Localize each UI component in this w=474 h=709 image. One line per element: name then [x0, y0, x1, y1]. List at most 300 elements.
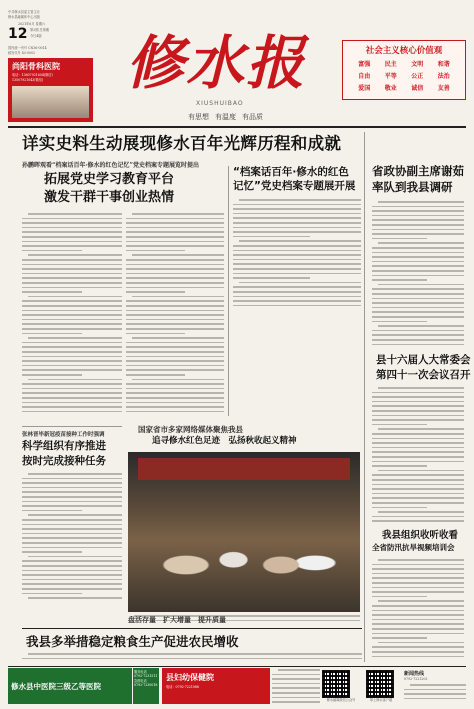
text-line: [233, 259, 361, 261]
text-line: [372, 410, 464, 412]
text-line: [22, 383, 122, 385]
text-line: [372, 497, 464, 499]
text-line: [372, 405, 464, 407]
text-line: [372, 456, 464, 458]
side-body: [233, 198, 361, 308]
reg-number-2: 邮发代号 43-0002: [8, 51, 36, 55]
grain-rule: [22, 628, 362, 629]
text-line: [126, 333, 185, 335]
text-line: [126, 360, 224, 362]
text-line: [126, 314, 224, 316]
text-line: [372, 433, 464, 435]
issue-date: 2021年6月 星期六: [18, 22, 46, 26]
text-line: [378, 325, 464, 327]
text-line: [372, 520, 464, 522]
text-line: [22, 356, 122, 358]
text-line: [22, 537, 122, 539]
text-line: [126, 402, 224, 404]
slogan-1: 有思想: [188, 113, 209, 121]
text-line: [22, 397, 122, 399]
text-line: [372, 265, 464, 267]
text-line: [372, 488, 464, 490]
footer-ad-hospital-contact[interactable]: [133, 668, 159, 704]
lead-body-left: [22, 212, 122, 417]
text-line: [372, 447, 464, 449]
text-line: [404, 693, 466, 695]
lead-headline[interactable]: 详实史料生动展现修水百年光辉历程和成就: [22, 134, 342, 153]
text-line: [126, 397, 224, 399]
text-line: [233, 222, 361, 224]
masthead-rule: [8, 126, 466, 128]
text-line: [22, 542, 122, 544]
text-line: [22, 547, 122, 549]
text-line: [22, 491, 122, 493]
text-line: [126, 218, 224, 220]
text-line: [272, 697, 320, 699]
text-line: [372, 564, 464, 566]
text-line: [372, 596, 427, 598]
value-item: 法治: [437, 73, 450, 80]
text-line: [372, 210, 464, 212]
text-line: [22, 365, 122, 367]
text-line: [22, 570, 122, 572]
text-line: [126, 411, 224, 413]
qr-code-app[interactable]: [366, 670, 394, 698]
text-line: [378, 428, 464, 430]
text-line: [233, 305, 361, 307]
text-line: [372, 614, 464, 616]
text-line: [22, 333, 82, 335]
lead-kicker: 孙鹏晖观看“档案话百年·修水的红色记忆”党史档案专题展览时提出: [22, 162, 199, 169]
text-line: [372, 568, 464, 570]
qr-code-wechat[interactable]: [322, 670, 350, 698]
text-line: [126, 277, 224, 279]
text-line: [372, 591, 464, 593]
text-line: [28, 296, 122, 298]
text-line: [22, 579, 122, 581]
text-line: [28, 379, 122, 381]
left-mid-headline-1[interactable]: 科学组织有序推进: [22, 440, 106, 452]
text-line: [372, 582, 464, 584]
text-line: [22, 388, 122, 390]
text-line: [233, 254, 361, 256]
text-line: [126, 342, 224, 344]
text-line: [378, 600, 464, 602]
text-line: [372, 610, 464, 612]
footer-ad-maternity[interactable]: [162, 668, 270, 704]
text-line: [410, 684, 466, 686]
text-line: [22, 510, 82, 512]
text-line: [126, 346, 224, 348]
text-line: [126, 273, 224, 275]
text-line: [22, 533, 122, 535]
footer-ad-hospital-name: 修水县中医院三级乙等医院: [11, 682, 101, 691]
text-line: [22, 360, 122, 362]
text-line: [272, 687, 320, 689]
text-line: [22, 328, 122, 330]
text-line: [372, 311, 464, 313]
text-line: [132, 337, 224, 339]
right-story-3-title-2[interactable]: 全省防汛抗旱视频培训会: [372, 543, 455, 552]
text-line: [372, 219, 464, 221]
text-line: [372, 247, 464, 249]
text-line: [28, 213, 122, 215]
value-item: 文明: [411, 61, 424, 68]
column-rule: [364, 132, 365, 662]
right-story-1-body: [372, 200, 464, 350]
text-line: [22, 374, 82, 376]
text-line: [372, 279, 427, 281]
text-line: [22, 524, 122, 526]
text-line: [372, 651, 464, 653]
text-line: [22, 505, 122, 507]
text-line: [22, 300, 122, 302]
text-line: [378, 201, 464, 203]
text-line: [372, 465, 427, 467]
text-line: [372, 442, 464, 444]
slogan-2: 有温度: [215, 113, 236, 121]
text-line: [233, 300, 361, 302]
text-line: [372, 261, 464, 263]
text-line: [233, 263, 361, 265]
text-line: [372, 577, 464, 579]
text-line: [126, 282, 224, 284]
text-line: [239, 240, 361, 242]
text-line: [233, 277, 310, 279]
core-values-title: 社会主义核心价值观: [365, 46, 443, 56]
text-line: [272, 692, 320, 694]
text-line: [126, 291, 185, 293]
text-line: [372, 605, 464, 607]
hospital-building-image: [12, 86, 89, 118]
photo-story-headline[interactable]: 追寻修水红色足迹 弘扬秋收起义精神: [152, 436, 297, 446]
slogan-3: 有品质: [242, 113, 263, 121]
text-line: [372, 288, 464, 290]
text-line: [372, 302, 464, 304]
hospital-phone-2: 13507921043(微信): [12, 78, 44, 82]
issue-sub: 第2期 总第期: [30, 28, 49, 32]
text-line: [233, 204, 361, 206]
footer-ad-maternity-name: 县妇幼保健院: [166, 673, 214, 682]
text-line: [22, 588, 122, 590]
text-line: [372, 252, 464, 254]
photo-banner: [138, 458, 350, 480]
issue-pages: 今日4版: [30, 34, 42, 38]
hospital-phone-1: 电话：13607921604(微信): [12, 73, 53, 77]
value-item: 和谐: [437, 61, 450, 68]
text-line: [22, 218, 122, 220]
text-line: [372, 392, 464, 394]
text-line: [22, 236, 122, 238]
text-line: [372, 507, 427, 509]
text-line: [372, 573, 464, 575]
value-item: 平等: [384, 73, 397, 80]
left-mid-kicker: 张林晋毕新冠疫苗接种工作时强调: [22, 432, 105, 438]
text-line: [239, 282, 361, 284]
qr-code-wechat-label: 修水融媒微信公众号: [326, 698, 356, 702]
text-line: [233, 213, 361, 215]
text-line: [22, 245, 122, 247]
text-line: [126, 264, 224, 266]
text-line: [372, 298, 464, 300]
newspaper-logo: 修水报: [126, 29, 307, 97]
text-line: [22, 574, 122, 576]
footer-ad-maternity-phone: 电话：0792-7221088: [166, 685, 199, 689]
text-line: [22, 241, 122, 243]
text-line: [372, 623, 464, 625]
text-line: [378, 284, 464, 286]
text-line: [126, 250, 185, 252]
text-line: [22, 259, 122, 261]
text-line: [126, 406, 224, 408]
text-line: [22, 342, 122, 344]
right-story-1-title-2[interactable]: 率队到我县调研: [372, 180, 453, 194]
side-title-2: 记忆”党史档案专题展开展: [233, 180, 356, 192]
text-line: [22, 227, 122, 229]
text-line: [22, 264, 122, 266]
text-line: [372, 321, 427, 323]
value-item: 公正: [411, 73, 424, 80]
text-line: [372, 316, 464, 318]
right-story-3-body: [372, 558, 464, 658]
text-line: [372, 233, 464, 235]
text-line: [22, 231, 122, 233]
text-line: [233, 227, 361, 229]
text-line: [126, 374, 185, 376]
text-line: [126, 310, 224, 312]
footer-rule: [8, 666, 466, 667]
value-item: 自由: [358, 73, 371, 80]
photo-story-kicker: 国家省市多家网络媒体聚焦我县: [138, 425, 243, 434]
text-line: [22, 482, 122, 484]
text-line: [22, 406, 122, 408]
text-line: [372, 424, 427, 426]
text-line: [22, 319, 122, 321]
text-line: [28, 597, 122, 599]
text-line: [378, 387, 464, 389]
text-line: [126, 227, 224, 229]
text-line: [22, 310, 122, 312]
text-line: [233, 208, 361, 210]
value-item: 诚信: [411, 85, 424, 92]
text-line: [372, 215, 464, 217]
value-item: 友善: [437, 85, 450, 92]
right-story-1-title-1[interactable]: 省政协副主席谢茹: [372, 164, 464, 178]
text-line: [378, 511, 464, 513]
footer-contact-title: 新闻热线: [404, 671, 425, 677]
text-line: [22, 346, 122, 348]
text-line: [372, 516, 464, 518]
text-line: [278, 669, 320, 671]
lead-deck-1: 拓展党史学习教育平台: [44, 172, 175, 187]
lead-body-mid: [126, 212, 224, 417]
text-line: [272, 678, 320, 680]
text-line: [378, 242, 464, 244]
text-line: [372, 270, 464, 272]
core-values-grid: [351, 59, 457, 92]
text-line: [132, 379, 224, 381]
value-item: 富强: [358, 61, 371, 68]
side-title-1: “档案话百年·修水的红色: [233, 166, 349, 178]
text-line: [372, 229, 464, 231]
qr-code-app-label: 掌上修水客户端: [369, 698, 393, 702]
grain-body: [22, 652, 362, 664]
footer-ad-hospital-phones: 服务电话 0792-7231511 急救电话 0792-7230018: [134, 670, 158, 687]
text-line: [132, 213, 224, 215]
text-line: [372, 396, 464, 398]
issue-number: 12: [8, 26, 28, 42]
publisher-line: 中共修水县委主管主办: [8, 10, 40, 14]
text-line: [272, 674, 320, 676]
text-line: [22, 658, 362, 660]
text-line: [372, 330, 464, 332]
text-line: [372, 334, 464, 336]
text-line: [22, 250, 82, 252]
text-line: [22, 487, 122, 489]
text-line: [126, 328, 224, 330]
logo-pinyin: XIUSHUIBAO: [196, 100, 244, 107]
text-line: [126, 245, 224, 247]
text-line: [22, 268, 122, 270]
text-line: [378, 470, 464, 472]
text-line: [126, 305, 224, 307]
text-line: [372, 484, 464, 486]
footer-contact-body: [404, 683, 466, 703]
text-line: [378, 642, 464, 644]
text-line: [22, 305, 122, 307]
text-line: [372, 461, 464, 463]
text-line: [404, 698, 466, 700]
text-line: [372, 633, 464, 635]
text-line: [372, 206, 464, 208]
text-line: [372, 646, 464, 648]
text-line: [126, 365, 224, 367]
text-line: [372, 415, 464, 417]
text-line: [126, 392, 224, 394]
column-rule: [228, 166, 229, 416]
text-line: [372, 344, 464, 346]
left-mid-headline-2[interactable]: 按时完成接种任务: [22, 455, 106, 467]
text-line: [126, 383, 224, 385]
text-line: [22, 287, 122, 289]
text-line: [372, 451, 464, 453]
right-story-2-title-1[interactable]: 县十六届人大常委会: [376, 354, 471, 366]
text-line: [126, 287, 224, 289]
text-line: [233, 291, 361, 293]
text-line: [28, 514, 122, 516]
right-story-2-title-2[interactable]: 第四十一次会议召开: [376, 369, 471, 381]
text-line: [28, 473, 122, 475]
text-line: [126, 351, 224, 353]
text-line: [233, 273, 361, 275]
text-line: [28, 556, 122, 558]
core-values-box: [342, 40, 466, 100]
text-line: [272, 683, 320, 685]
grain-headline[interactable]: 我县多举措稳定粮食生产促进农民增收: [26, 634, 239, 649]
text-line: [372, 339, 464, 341]
footer-notes: [272, 668, 320, 704]
value-item: 敬业: [384, 85, 397, 92]
text-line: [28, 337, 122, 339]
text-line: [372, 256, 464, 258]
news-photo: [128, 452, 360, 612]
text-line: [22, 593, 82, 595]
text-line: [22, 551, 82, 553]
grain-kicker: 盘活存量 扩大增量 提升质量: [128, 615, 226, 624]
text-line: [126, 231, 224, 233]
text-line: [233, 296, 361, 298]
text-line: [372, 474, 464, 476]
text-line: [22, 222, 122, 224]
text-line: [126, 236, 224, 238]
right-story-3-title-1[interactable]: 我县组织收听收看: [382, 530, 459, 541]
text-line: [126, 369, 224, 371]
text-line: [372, 419, 464, 421]
text-line: [126, 300, 224, 302]
text-line: [372, 493, 464, 495]
footer-contact-phone: 0792-7221203: [404, 677, 428, 681]
text-line: [22, 277, 122, 279]
value-item: 民主: [384, 61, 397, 68]
text-line: [22, 369, 122, 371]
text-line: [372, 275, 464, 277]
text-line: [126, 388, 224, 390]
lead-deck-2: 激发干群干事创业热情: [44, 190, 175, 205]
slogan: [188, 112, 263, 122]
text-line: [372, 307, 464, 309]
text-line: [22, 351, 122, 353]
section-rule: [22, 426, 122, 427]
text-line: [22, 565, 122, 567]
text-line: [126, 222, 224, 224]
text-line: [372, 224, 464, 226]
text-line: [233, 231, 361, 233]
text-line: [28, 653, 362, 655]
text-line: [372, 637, 427, 639]
text-line: [22, 560, 122, 562]
reg-number: 国内统一刊号 CN36-0014: [8, 46, 47, 50]
hospital-ad[interactable]: [8, 58, 93, 122]
text-line: [233, 286, 361, 288]
text-line: [372, 238, 427, 240]
hospital-name: 尚阳骨科医院: [12, 62, 60, 71]
text-line: [372, 401, 464, 403]
text-line: [233, 236, 310, 238]
footer-ad-hospital[interactable]: [8, 668, 132, 704]
publisher-line-2: 修水县融媒体中心出版: [8, 15, 40, 19]
masthead: [8, 8, 466, 126]
text-line: [233, 250, 361, 252]
text-line: [272, 701, 320, 703]
text-line: [28, 254, 122, 256]
text-line: [22, 282, 122, 284]
text-line: [372, 293, 464, 295]
right-story-2-body: [372, 386, 464, 526]
text-line: [404, 689, 466, 691]
text-line: [22, 496, 122, 498]
text-line: [22, 528, 122, 530]
text-line: [22, 291, 82, 293]
text-line: [22, 501, 122, 503]
text-line: [233, 217, 361, 219]
text-line: [22, 519, 122, 521]
text-line: [372, 628, 464, 630]
text-line: [132, 254, 224, 256]
text-line: [22, 323, 122, 325]
text-line: [22, 392, 122, 394]
value-item: 爱国: [358, 85, 371, 92]
text-line: [132, 296, 224, 298]
